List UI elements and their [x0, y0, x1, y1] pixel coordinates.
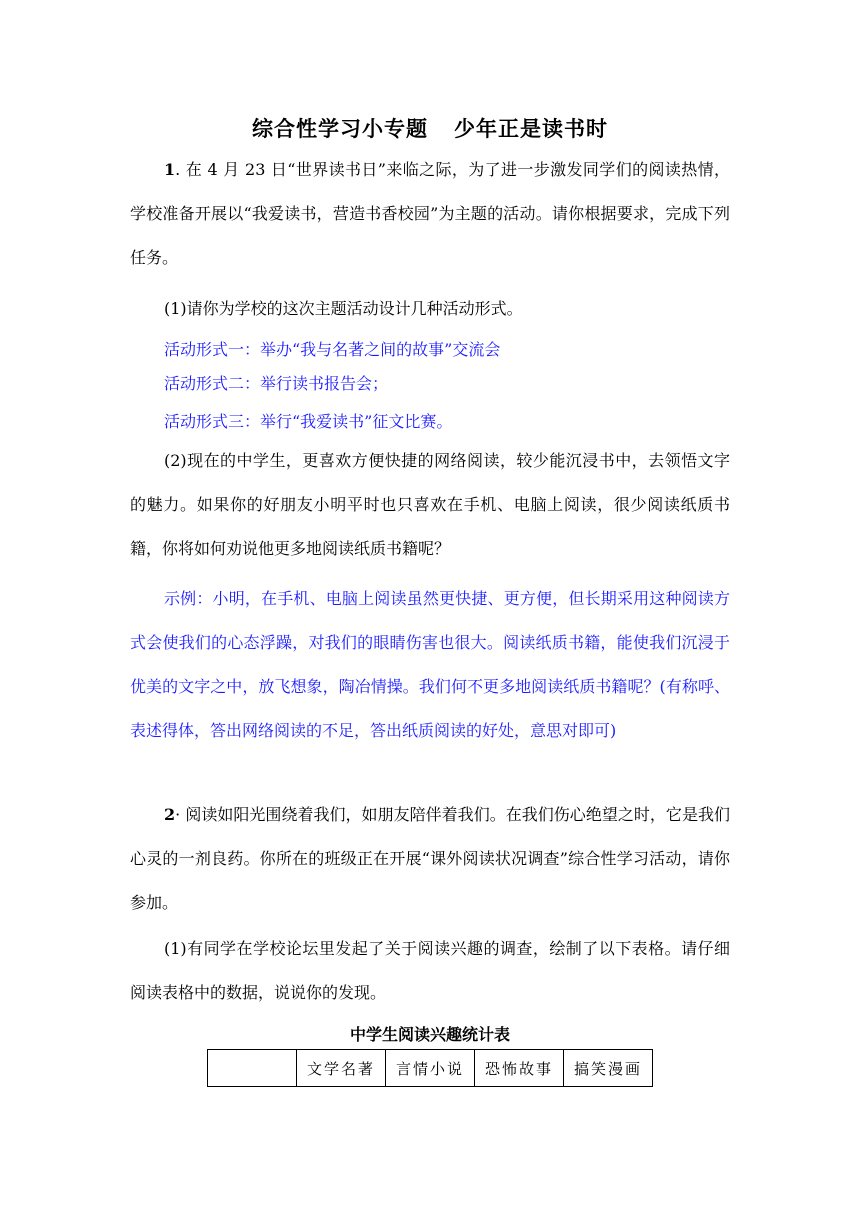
- table-header-romance: 言情小说: [386, 1050, 475, 1087]
- question-1-sub1: (1)请你为学校的这次主题活动设计几种活动形式。: [164, 299, 523, 318]
- question-2-text: · 阅读如阳光围绕着我们，如朋友陪伴着我们。在我们伤心绝望之时，它是我们心灵的一剂良药。你所在的班级正在开展“课外阅读状况调查”综合性学习活动，请你参加。: [130, 805, 730, 912]
- table-header-horror: 恐怖故事: [475, 1050, 564, 1087]
- table-header-row: [208, 1050, 653, 1087]
- answer-form-2: 活动形式二：举行读书报告会；: [164, 374, 389, 393]
- page-title: [0, 113, 860, 143]
- question-2-sub1: (1)有同学在学校论坛里发起了关于阅读兴趣的调查，绘制了以下表格。请仔细阅读表格中的数据，说说你的发现。: [130, 939, 730, 1002]
- table-header-comics: 搞笑漫画: [564, 1050, 653, 1087]
- question-1-sub2-answer: 示例：小明，在手机、电脑上阅读虽然更快捷、更方便，但长期采用这种阅读方式会使我们的心态浮躁，对我们的眼睛伤害也很大。阅读纸质书籍，能使我们沉浸于优美的文字之中，放飞想象，陶冶情操。我们何不更多地阅读纸质书籍呢？(有称呼、表述得体，答出网络阅读的不足，答出纸质阅读的好处，意思对即可): [130, 589, 730, 740]
- question-1-text: . 在 4 月 23 日“世界读书日”来临之际，为了进一步激发同学们的阅读热情，学校准备开展以“我爱读书，营造书香校园”为主题的活动。请你根据要求，完成下列任务。: [130, 160, 730, 267]
- title-sub: 少年正是读书时: [454, 116, 608, 141]
- reading-interest-table: [207, 1049, 653, 1087]
- answer-form-3: 活动形式三：举行“我爱读书”征文比赛。: [164, 412, 453, 431]
- table-header-classics: 文学名著: [297, 1050, 386, 1087]
- question-1-sub2: (2)现在的中学生，更喜欢方便快捷的网络阅读，较少能沉浸书中，去领悟文字的魅力。如果你的好朋友小明平时也只喜欢在手机、电脑上阅读，很少阅读纸质书籍，你将如何劝说他更多地阅读纸质书籍呢？: [130, 451, 730, 558]
- question-1-number: 1: [164, 160, 176, 179]
- question-2-number: 2: [164, 805, 176, 824]
- table-title: 中学生阅读兴趣统计表: [349, 1025, 510, 1044]
- table-corner-cell: [208, 1050, 297, 1087]
- question-2: [130, 793, 730, 925]
- title-main: 综合性学习小专题: [252, 116, 428, 141]
- answer-form-1: 活动形式一：举办“我与名著之间的故事”交流会: [164, 340, 501, 359]
- question-1: [130, 148, 730, 280]
